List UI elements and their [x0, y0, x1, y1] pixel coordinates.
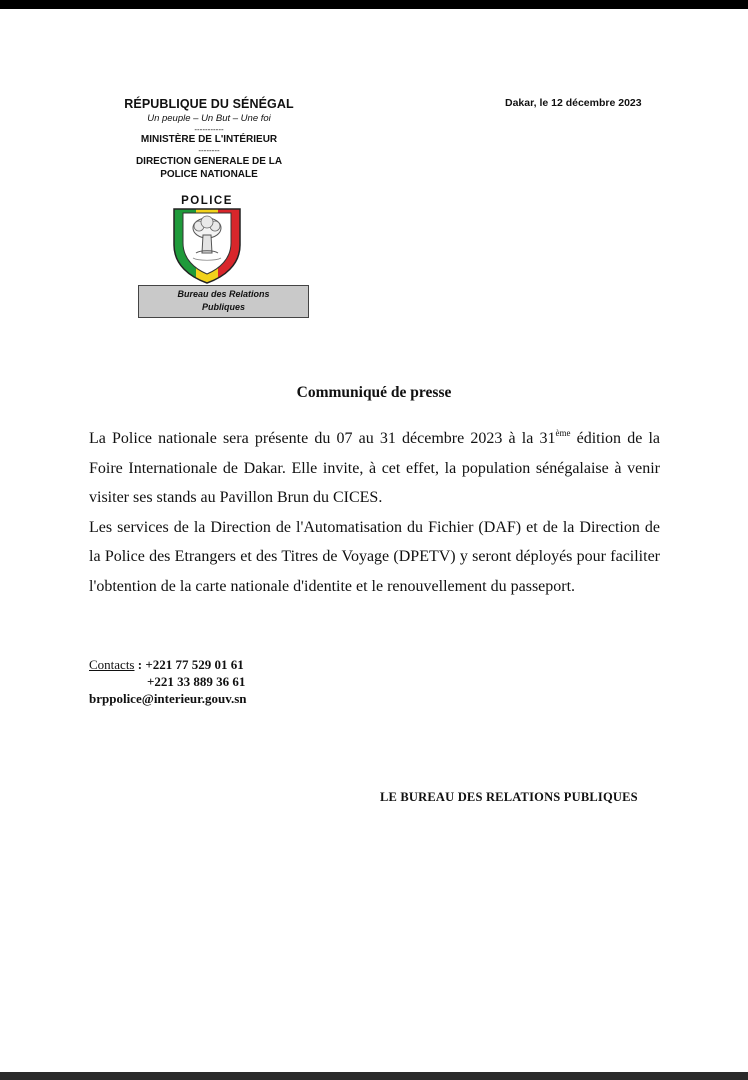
direction-line-1: DIRECTION GENERALE DE LA: [135, 156, 283, 167]
document-title: Communiqué de presse: [296, 384, 452, 401]
paragraph-1-end: édition de la Foire Internationale de Dakar. Elle invite, à cet effet, la population sénégalaise à venir visiter ses stands au Pavillon Brun du CICES.: [89, 430, 661, 506]
ministry-name: MINISTÈRE DE L'INTÉRIEUR: [140, 134, 278, 145]
letterhead-separator: -----------: [194, 125, 224, 134]
body-paragraph-1: [89, 424, 660, 513]
police-crest: [168, 195, 246, 285]
paragraph-1-start: La Police nationale sera présente du 07 au 31 décembre 2023 à la 31: [89, 430, 556, 447]
contacts-separator: :: [134, 657, 146, 672]
republic-name: RÉPUBLIQUE DU SÉNÉGAL: [124, 97, 294, 111]
ordinal-superscript: ème: [555, 428, 571, 438]
document-date: Dakar, le 12 décembre 2023: [505, 97, 642, 109]
signature: LE BUREAU DES RELATIONS PUBLIQUES: [380, 790, 638, 804]
bottom-edge-bar: [0, 1072, 748, 1080]
baobab-tree-shield-icon: [168, 195, 246, 285]
contact-email: brppolice@interieur.gouv.sn: [89, 691, 247, 706]
contacts-block: [89, 656, 247, 707]
contact-phone-1: +221 77 529 01 61: [145, 657, 244, 672]
body-paragraph-2: Les services de la Direction de l'Automatisation du Fichier (DAF) et de la Direction de la Police des Etrangers et des Titres de Voyage (DPETV) y seront déployés pour faciliter l'obtention de la carte nationale d'identite et le renouvellement du passeport.: [89, 518, 660, 595]
bureau-label-box: [138, 285, 309, 318]
letterhead: [100, 97, 318, 181]
bureau-label-line-2: Publiques: [201, 302, 245, 312]
crest-police-word: POLICE: [181, 195, 233, 207]
national-motto: Un peuple – Un But – Une foi: [147, 113, 271, 124]
bureau-label-line-1: Bureau des Relations: [177, 289, 270, 299]
letterhead-separator: --------: [198, 146, 220, 155]
contact-line-1: [89, 656, 247, 673]
communique-body: [89, 424, 660, 601]
direction-line-2: POLICE NATIONALE: [160, 169, 258, 180]
top-edge-bar: [0, 0, 748, 9]
contact-phone-2: +221 33 889 36 61: [147, 674, 246, 689]
contacts-label: Contacts: [89, 657, 135, 672]
